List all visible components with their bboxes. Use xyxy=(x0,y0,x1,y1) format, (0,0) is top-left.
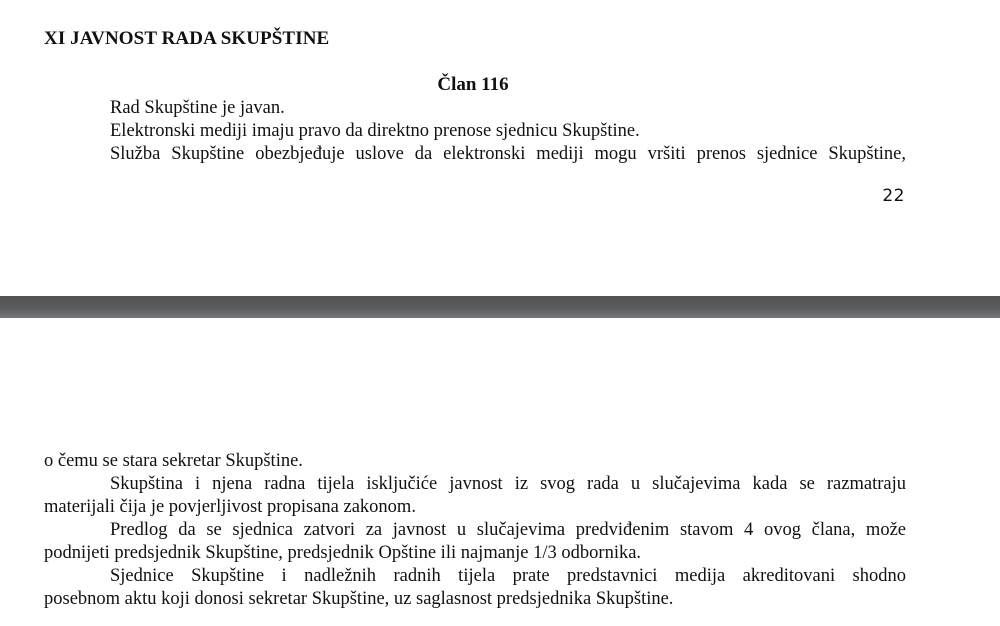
paragraph-line: o čemu se stara sekretar Skupštine. xyxy=(44,451,303,471)
paragraph-line: Skupština i njena radna tijela isključiće javnost iz svog rada u slučajevima kada se razmatraju xyxy=(110,474,906,494)
paragraph-line: Rad Skupštine je javan. xyxy=(110,98,285,118)
paragraph-line: Sjednice Skupštine i nadležnih radnih tijela prate predstavnici medija akreditovani shodno xyxy=(110,566,906,586)
paragraph-line: Elektronski mediji imaju pravo da direktno prenose sjednicu Skupštine. xyxy=(110,121,640,141)
article-title: Član 116 xyxy=(437,74,509,95)
page-separator xyxy=(0,296,1000,318)
document-page-top xyxy=(0,0,1000,296)
paragraph-line: Predlog da se sjednica zatvori za javnost u slučajevima predviđenim stavom 4 ovog člana, može xyxy=(110,520,906,540)
paragraph-line: podnijeti predsjednik Skupštine, predsjednik Opštine ili najmanje 1/3 odbornika. xyxy=(44,543,642,563)
paragraph-line: materijali čija je povjerljivost propisana zakonom. xyxy=(44,497,416,517)
document-page-bottom xyxy=(0,318,1000,626)
section-heading: XI JAVNOST RADA SKUPŠTINE xyxy=(44,28,330,49)
paragraph-line: posebnom aktu koji donosi sekretar Skupštine, uz saglasnost predsjednika Skupštine. xyxy=(44,589,674,609)
paragraph-line: Služba Skupštine obezbjeđuje uslove da elektronski mediji mogu vršiti prenos sjednice Skupštine, xyxy=(110,144,906,164)
page-number: 22 xyxy=(882,186,905,206)
